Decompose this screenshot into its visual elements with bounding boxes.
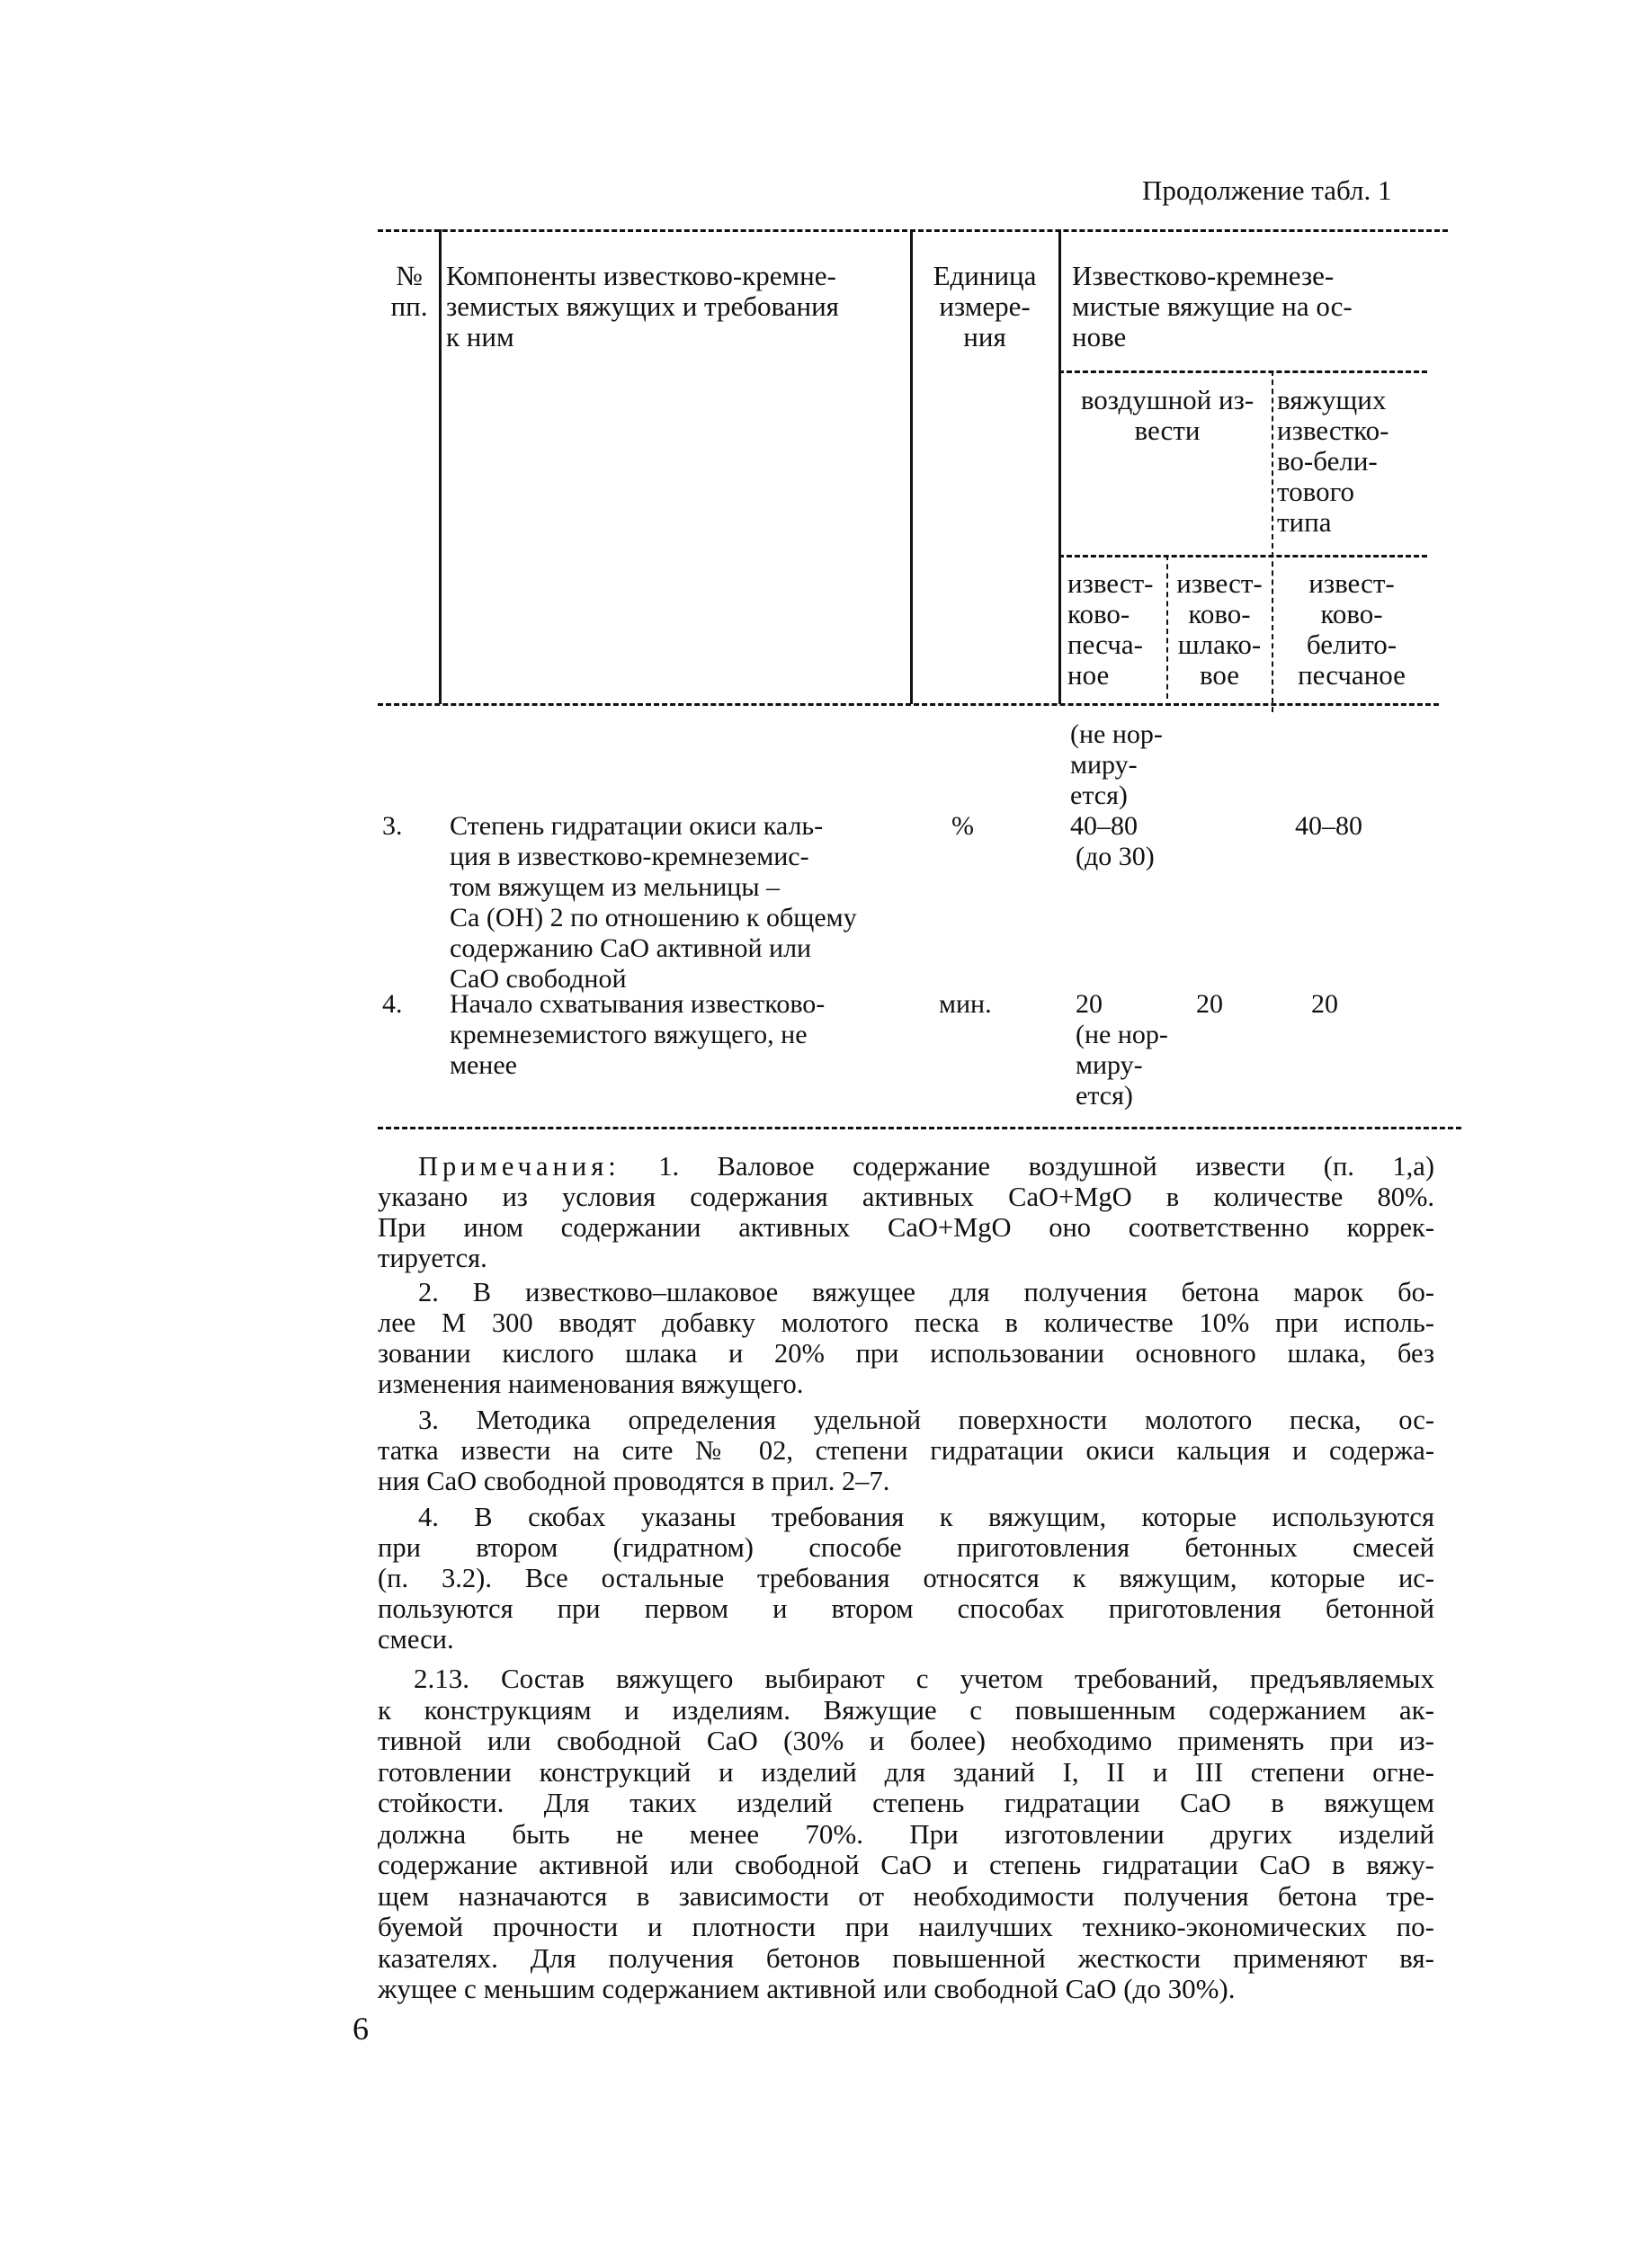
row-3-num: 3. bbox=[382, 811, 403, 841]
row-4-sand: 20 (не нор- миру- ется) bbox=[1076, 989, 1168, 1111]
row-3-text: Степень гидратации окиси каль- ция в известково-кремнеземис- том вяжущем из мельницы – Ca (OH) 2 по отношению к общему содержанию CaO активной или CaO свободной bbox=[450, 811, 857, 994]
note-4: 4. В скобах указаны требования к вяжущим, которые используются при втором (гидратном) способе приготовления бетонных смесей (п. 3.2). Все остальные требования относятся к вяжущим, которые ис- пользуются при первом и втором способах приготовления бетонной смеси. bbox=[378, 1502, 1434, 1655]
header-col-belite: извест- ково- белито- песчаное bbox=[1298, 567, 1406, 691]
row-4-belite: 20 bbox=[1311, 989, 1338, 1019]
table-bottom-rule bbox=[378, 1127, 1461, 1129]
table-vline-components bbox=[910, 229, 913, 704]
header-group: Известково-кремнезе- мистые вяжущие на ос- нове bbox=[1072, 260, 1353, 352]
table-head-bottom-rule bbox=[378, 703, 1439, 706]
notes-label: Примечания: bbox=[418, 1151, 621, 1182]
carryover-note: (не нор- миру- ется) bbox=[1070, 719, 1163, 810]
header-unit: Единица измере- ния bbox=[933, 260, 1037, 352]
table-top-rule bbox=[378, 229, 1448, 232]
note-3: 3. Методика определения удельной поверхности молотого песка, ос- татка извести на сите № 02, степени гидратации окиси кальция и содержа- ния CaO свободной проводятся в прил. 2–7. bbox=[378, 1405, 1434, 1496]
note-2: 2. В известково–шлаковое вяжущее для получения бетона марок бо- лее М 300 вводят добавку молотого песка в количестве 10% при исполь- зовании кислого шлака и 20% при использовании основного шлака, без изменения наименования вяжущего. bbox=[378, 1277, 1434, 1399]
note-1: Примечания: 1. Валовое содержание воздушной извести (п. 1,а) указано из условия содержания активных CaO+MgO в количестве 80%. При ином содержании активных CaO+MgO оно соответственно коррек- тируется. bbox=[378, 1151, 1434, 1273]
row-3-sand: 40–80 (до 30) bbox=[1070, 811, 1155, 871]
table-group-rule bbox=[1058, 370, 1427, 373]
continuation-caption: Продолжение табл. 1 bbox=[1142, 174, 1392, 206]
table-vline-unit bbox=[1058, 229, 1061, 704]
header-col-sand: извест- ково- песча- ное bbox=[1067, 567, 1154, 691]
page-number: 6 bbox=[353, 2011, 369, 2047]
paragraph-2-13: 2.13. Состав вяжущего выбирают с учетом требований, предъявляемых к конструкциям и изделиям. Вяжущие с повышенным содержанием ак- тивной или свободной CaO (30% и более) необходимо применять при из- готовлении конструкций и изделий для зданий I, II и III степени огне- стойкости. Для таких изделий степень гидратации CaO в вяжущем должна быть не менее 70%. При изготовлении других изделий содержание активной или свободной CaO и степень гидратации CaO в вяжу- щем назначаются в зависимости от необходимости получения бетона тре- буемой прочности и плотности при наилучших технико-экономических по- казателях. Для получения бетонов повышенной жесткости применяют вя- жущее с меньшим содержанием активной или свободной CaO (до 30%). bbox=[378, 1663, 1434, 2004]
row-4-text: Начало схватывания известково- кремнеземистого вяжущего, не менее bbox=[450, 989, 826, 1080]
row-3-unit: % bbox=[951, 811, 974, 841]
table-vline-sand bbox=[1166, 555, 1168, 699]
header-components: Компоненты известково-кремне- земистых вяжущих и требования к ним bbox=[446, 260, 839, 352]
row-4-slag: 20 bbox=[1196, 989, 1223, 1019]
row-4-unit: мин. bbox=[939, 989, 992, 1019]
row-3-belite: 40–80 bbox=[1295, 811, 1362, 841]
header-belite-type: вяжущих известко- во-бели- тового типа bbox=[1277, 384, 1389, 538]
header-col-slag: извест- ково- шлако- вое bbox=[1176, 567, 1263, 691]
table-vline-air bbox=[1272, 370, 1273, 712]
header-num: № пп. bbox=[390, 260, 428, 322]
row-4-num: 4. bbox=[382, 989, 403, 1019]
table-sub-rule bbox=[1058, 555, 1427, 558]
header-air-lime: воздушной из- вести bbox=[1080, 384, 1255, 446]
table-vline-num bbox=[439, 229, 442, 704]
